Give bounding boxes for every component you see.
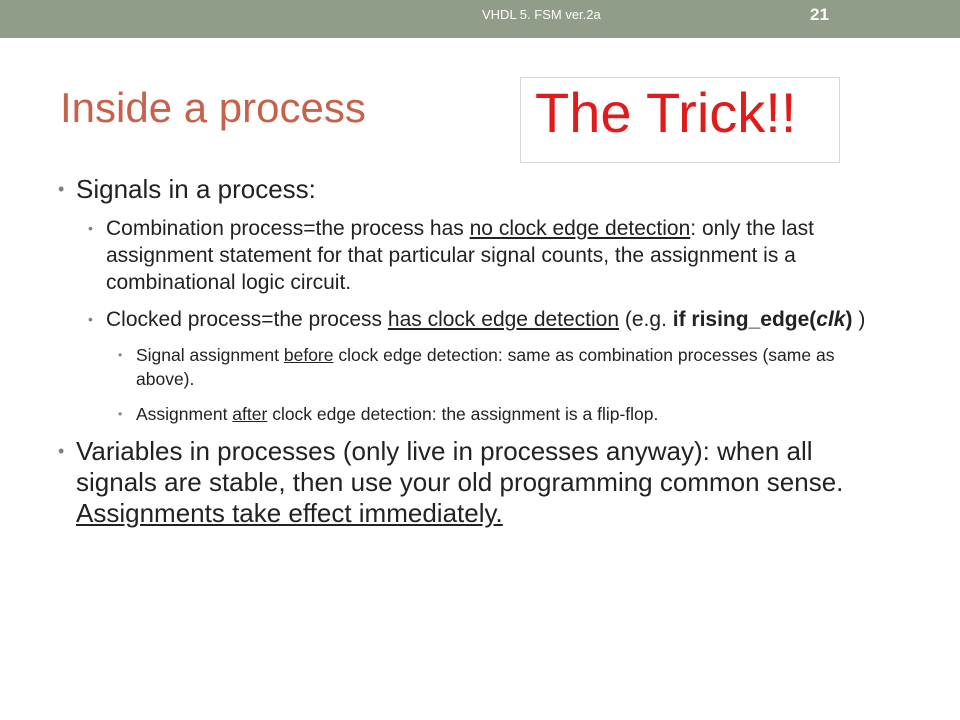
bullet-signal-before: • Signal assignment before clock edge detection: same as combination processes (same as above).: [58, 343, 888, 391]
trick-callout-box: [520, 77, 840, 163]
slide-title: Inside a process: [60, 84, 366, 131]
bullet-variables: • Variables in processes (only live in processes anyway): when all signals are stable, then use your old programming common sense. Assignments take effect immediately.: [58, 436, 888, 529]
bullet-signals: • Signals in a process:: [58, 174, 888, 205]
trick-callout-text: The Trick!!: [535, 81, 797, 144]
top-bar: [0, 0, 960, 38]
bullet-combination-process: • Combination process=the process has no clock edge detection: only the last assignment statement for that particular signal counts, the assignment is a combinational logic circuit.: [58, 215, 888, 296]
slide-number: 21: [810, 5, 829, 24]
bullet-assignment-after: • Assignment after clock edge detection: the assignment is a flip-flop.: [58, 402, 888, 426]
slide-content: [58, 172, 888, 529]
bullet-clocked-process: • Clocked process=the process has clock edge detection (e.g. if rising_edge(clk) ): [58, 306, 888, 333]
footer-text: VHDL 5. FSM ver.2a: [482, 7, 601, 22]
